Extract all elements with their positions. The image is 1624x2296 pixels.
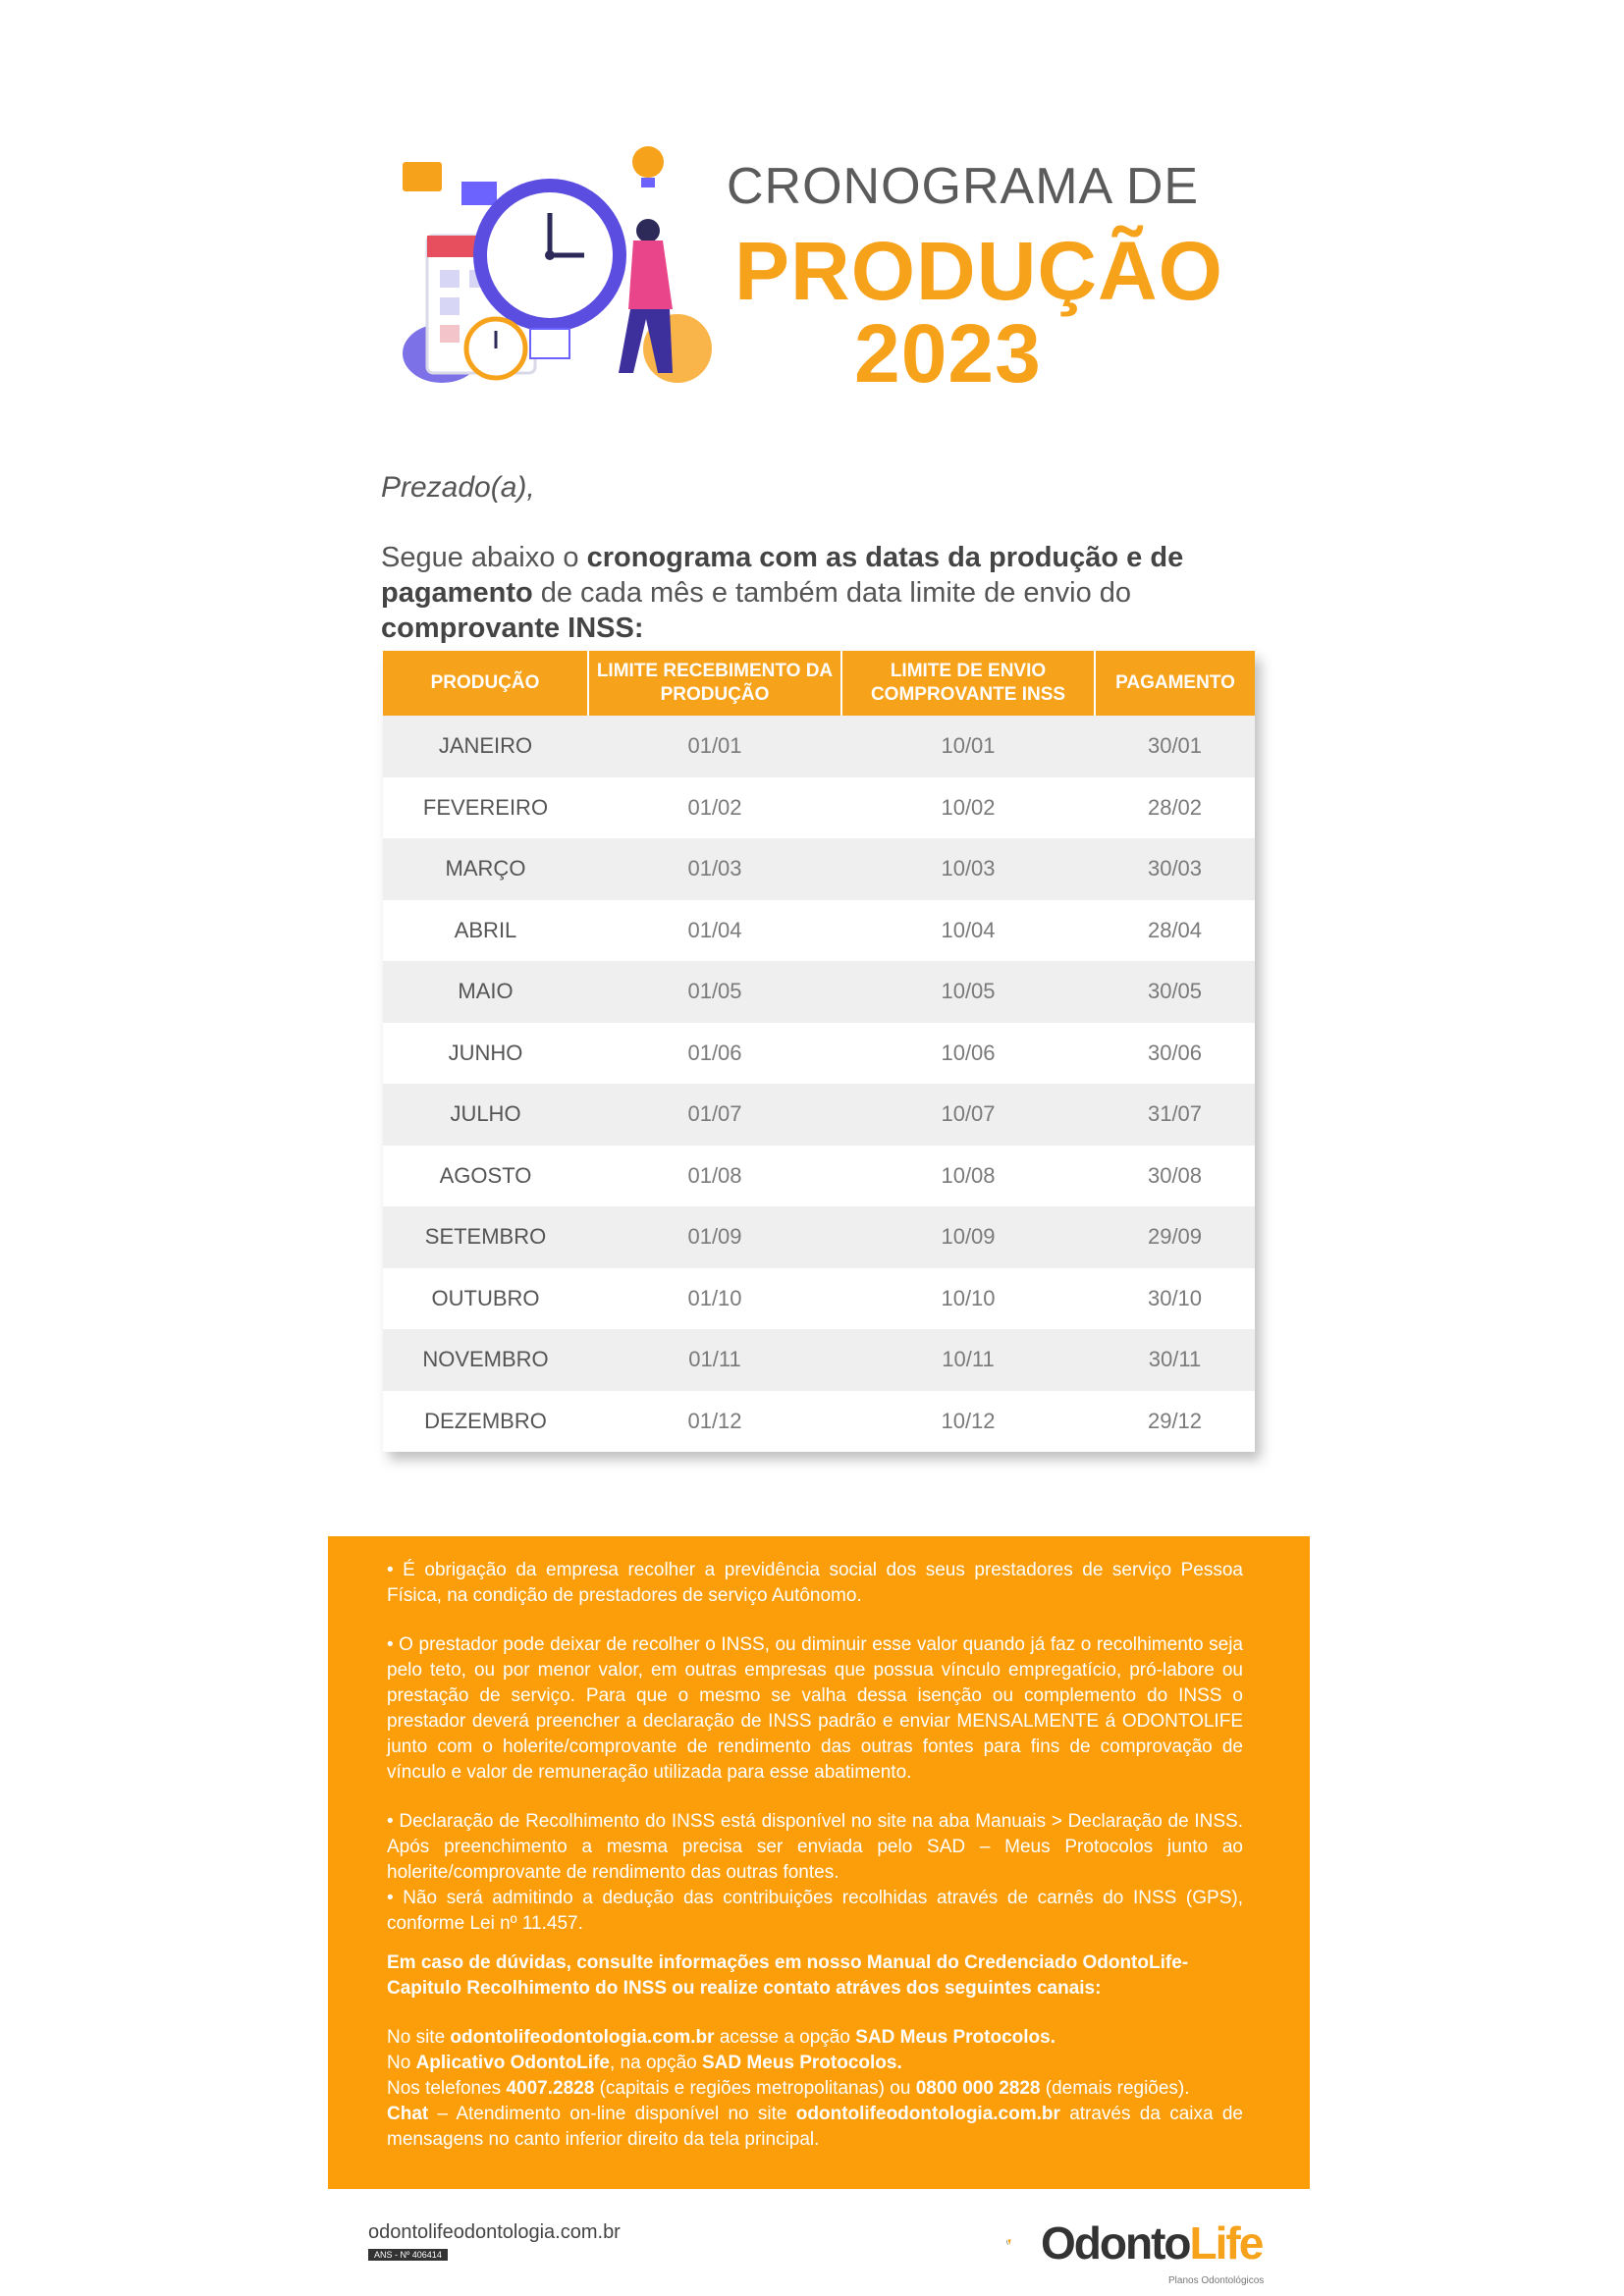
table-row bbox=[383, 838, 1255, 900]
logo-subtitle: Planos Odontológicos bbox=[1168, 2275, 1265, 2286]
cell-month: MARÇO bbox=[383, 838, 588, 900]
info-p1: • É obrigação da empresa recolher a previdência social dos seus prestadores de serviço Pessoa Física, na condição de prestadores de serviço Autônomo. bbox=[387, 1560, 1243, 1606]
cell-limit-inss: 10/04 bbox=[841, 900, 1095, 962]
cell-month: DEZEMBRO bbox=[383, 1391, 588, 1453]
contact-chat-link[interactable]: odontolifeodontologia.com.br bbox=[795, 2104, 1060, 2124]
header-limit-receipt: LIMITE RECEBIMENTO DA PRODUÇÃO bbox=[588, 651, 841, 716]
cell-month: SETEMBRO bbox=[383, 1206, 588, 1268]
table-row bbox=[383, 1391, 1255, 1453]
cell-month: MAIO bbox=[383, 961, 588, 1023]
cell-limit-receipt: 01/06 bbox=[588, 1023, 841, 1085]
intro-part2: de cada mês e também data limite de envio do bbox=[532, 577, 1132, 609]
cell-month: FEVEREIRO bbox=[383, 777, 588, 839]
cell-month: NOVEMBRO bbox=[383, 1329, 588, 1391]
intro-bold1: cronograma com as datas da produção e de pagamento bbox=[381, 542, 1184, 609]
cell-payment: 30/10 bbox=[1095, 1268, 1255, 1330]
cell-payment: 30/11 bbox=[1095, 1329, 1255, 1391]
table-row bbox=[383, 1206, 1255, 1268]
info-p5: Em caso de dúvidas, consulte informações em nosso Manual do Credenciado OdontoLife- Capitulo Recolhimento do INSS ou realize contato atráves dos seguintes canais: bbox=[387, 1952, 1189, 1999]
cell-payment: 30/03 bbox=[1095, 838, 1255, 900]
contact-app: No Aplicativo OdontoLife, na opção SAD Meus Protocolos. bbox=[387, 2053, 902, 2073]
schedule-illustration bbox=[383, 142, 727, 398]
cell-limit-receipt: 01/01 bbox=[588, 716, 841, 777]
intro-bold2: comprovante INSS: bbox=[381, 613, 644, 644]
table-row bbox=[383, 961, 1255, 1023]
header-production: PRODUÇÃO bbox=[383, 651, 588, 716]
title-line-2: PRODUÇÃO bbox=[734, 225, 1224, 317]
table-row bbox=[383, 1084, 1255, 1146]
odontolife-logo-icon bbox=[1006, 2220, 1046, 2269]
greeting: Prezado(a), bbox=[381, 471, 535, 504]
table-row bbox=[383, 777, 1255, 839]
cell-month: OUTUBRO bbox=[383, 1268, 588, 1330]
cell-month: AGOSTO bbox=[383, 1146, 588, 1207]
cell-payment: 28/04 bbox=[1095, 900, 1255, 962]
cell-month: JANEIRO bbox=[383, 716, 588, 777]
cell-limit-inss: 10/10 bbox=[841, 1268, 1095, 1330]
cell-limit-receipt: 01/07 bbox=[588, 1084, 841, 1146]
cell-limit-receipt: 01/12 bbox=[588, 1391, 841, 1453]
cell-limit-receipt: 01/08 bbox=[588, 1146, 841, 1207]
cell-limit-inss: 10/02 bbox=[841, 777, 1095, 839]
cell-payment: 30/01 bbox=[1095, 716, 1255, 777]
ans-badge: ANS - Nº 406414 bbox=[368, 2249, 448, 2261]
cell-payment: 30/08 bbox=[1095, 1146, 1255, 1207]
cell-limit-receipt: 01/02 bbox=[588, 777, 841, 839]
cell-month: JULHO bbox=[383, 1084, 588, 1146]
contact-phones: Nos telefones 4007.2828 (capitais e regiões metropolitanas) ou 0800 000 2828 (demais regiões). bbox=[387, 2078, 1190, 2099]
cell-limit-inss: 10/11 bbox=[841, 1329, 1095, 1391]
contact-site: No site odontolifeodontologia.com.br acesse a opção SAD Meus Protocolos. bbox=[387, 2027, 1056, 2048]
logo-odonto: Odonto bbox=[1041, 2217, 1190, 2269]
cell-limit-inss: 10/01 bbox=[841, 716, 1095, 777]
footer-site[interactable]: odontolifeodontologia.com.br bbox=[368, 2221, 621, 2243]
cell-limit-inss: 10/09 bbox=[841, 1206, 1095, 1268]
cell-payment: 30/05 bbox=[1095, 961, 1255, 1023]
header-limit-inss: LIMITE DE ENVIO COMPROVANTE INSS bbox=[841, 651, 1095, 716]
cell-limit-inss: 10/12 bbox=[841, 1391, 1095, 1453]
intro-part1: Segue abaixo o bbox=[381, 542, 587, 573]
contact-site-link[interactable]: odontolifeodontologia.com.br bbox=[450, 2027, 715, 2048]
cell-limit-receipt: 01/05 bbox=[588, 961, 841, 1023]
schedule-table bbox=[383, 651, 1255, 1452]
cell-limit-inss: 10/05 bbox=[841, 961, 1095, 1023]
cell-limit-receipt: 01/04 bbox=[588, 900, 841, 962]
cell-limit-receipt: 01/10 bbox=[588, 1268, 841, 1330]
table-row bbox=[383, 1146, 1255, 1207]
cell-limit-receipt: 01/03 bbox=[588, 838, 841, 900]
table-row bbox=[383, 900, 1255, 962]
contact-chat: Chat – Atendimento on-line disponível no site odontolifeodontologia.com.br através da caixa de mensagens no canto inferior direito da tela principal. bbox=[387, 2104, 1243, 2150]
cell-limit-inss: 10/07 bbox=[841, 1084, 1095, 1146]
cell-limit-receipt: 01/11 bbox=[588, 1329, 841, 1391]
intro-text bbox=[381, 540, 1284, 646]
cell-payment: 28/02 bbox=[1095, 777, 1255, 839]
title-year: 2023 bbox=[854, 307, 1042, 400]
odontolife-logo bbox=[1041, 2216, 1262, 2269]
cell-month: JUNHO bbox=[383, 1023, 588, 1085]
cell-limit-inss: 10/08 bbox=[841, 1146, 1095, 1207]
cell-month: ABRIL bbox=[383, 900, 588, 962]
table-row bbox=[383, 716, 1255, 777]
cell-limit-inss: 10/06 bbox=[841, 1023, 1095, 1085]
cell-limit-receipt: 01/09 bbox=[588, 1206, 841, 1268]
info-p3: • Declaração de Recolhimento do INSS está disponível no site na aba Manuais > Declaração de INSS. Após preenchimento a mesma precisa ser enviada pelo SAD – Meus Protocolos junto ao holerite/comprovante de rendimento das outras fontes. bbox=[387, 1811, 1243, 1883]
cell-limit-inss: 10/03 bbox=[841, 838, 1095, 900]
info-box bbox=[328, 1536, 1310, 2189]
title-line-1: CRONOGRAMA DE bbox=[727, 158, 1200, 215]
logo-life: Life bbox=[1189, 2217, 1263, 2269]
table-row bbox=[383, 1268, 1255, 1330]
cell-payment: 29/09 bbox=[1095, 1206, 1255, 1268]
cell-payment: 29/12 bbox=[1095, 1391, 1255, 1453]
table-row bbox=[383, 1023, 1255, 1085]
header-payment: PAGAMENTO bbox=[1095, 651, 1255, 716]
table-row bbox=[383, 1329, 1255, 1391]
cell-payment: 31/07 bbox=[1095, 1084, 1255, 1146]
info-p2: • O prestador pode deixar de recolher o INSS, ou diminuir esse valor quando já faz o recolhimento seja pelo teto, ou por menor valor, em outras empresas que possua vínculo empregatício, pró-labore ou prestação de serviço. Para que o mesmo se valha dessa isenção ou complemento do INSS o prestador deverá preencher a declaração de INSS padrão e enviar MENSALMENTE á ODONTOLIFE junto com o holerite/comprovante de rendimento das outras fontes para fins de comprovação de vínculo e valor de remuneração utilizada para esse abatimento. bbox=[387, 1634, 1243, 1783]
cell-payment: 30/06 bbox=[1095, 1023, 1255, 1085]
table-header-row bbox=[383, 651, 1255, 716]
info-p4: • Não será admitindo a dedução das contribuições recolhidas através de carnês do INSS (GPS), conforme Lei nº 11.457. bbox=[387, 1888, 1243, 1934]
